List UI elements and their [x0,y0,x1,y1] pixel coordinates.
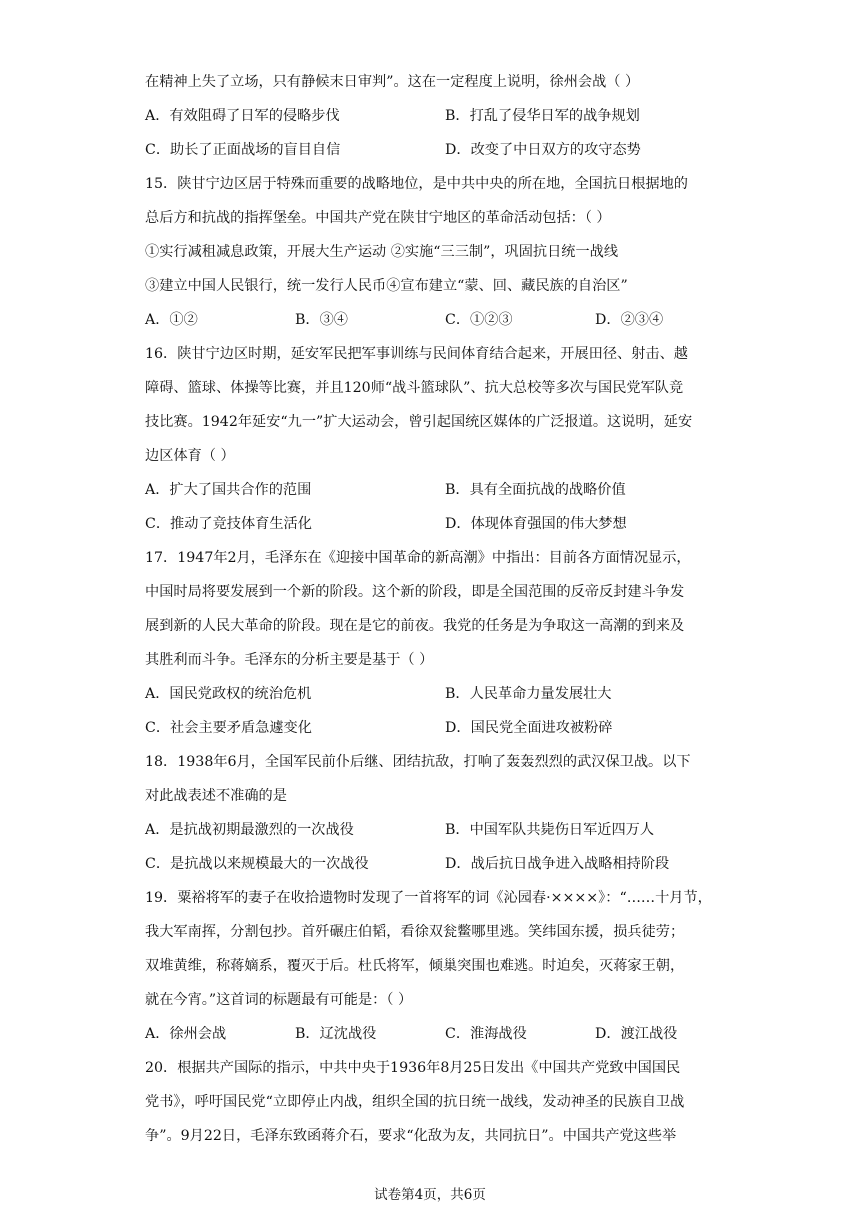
q15-stem-line: 总后方和抗战的指挥堡垒。中国共产党在陕甘宁地区的革命活动包括：（ ） [145,210,611,226]
q18-stem-line: 对此战表述不准确的是 [145,788,287,804]
q18-option-b[interactable]: B．中国军队共毙伤日军近四万人 [445,822,655,838]
q14-option-d[interactable]: D．改变了中日双方的攻守态势 [445,142,641,158]
q19-option-b[interactable]: B．辽沈战役 [295,1026,377,1042]
q16-stem-line: 16．陕甘宁边区时期，延安军民把军事训练与民间体育结合起来，开展田径、射击、越 [145,346,688,362]
q16-stem-line: 障碍、篮球、体操等比赛，并且120师“战斗篮球队”、抗大总校等多次与国民党军队竞 [145,380,684,396]
q16-stem-line: 边区体育（ ） [145,448,235,464]
q15-option-d[interactable]: D．②③④ [595,312,664,328]
q20-stem-line: 20．根据共产国际的指示，中共中央于1936年8月25日发出《中国共产党致中国国民 [145,1060,681,1076]
q19-option-a[interactable]: A．徐州会战 [145,1026,227,1042]
q18-option-d[interactable]: D．战后抗日战争进入战略相持阶段 [445,856,670,872]
q15-option-b[interactable]: B．③④ [295,312,348,328]
q15-stem-line: ③建立中国人民银行，统一发行人民币④宣布建立“蒙、回、藏民族的自治区” [145,278,628,294]
q18-option-c[interactable]: C．是抗战以来规模最大的一次战役 [145,856,369,872]
q18-stem-line: 18．1938年6月，全国军民前仆后继、团结抗敌，打响了轰轰烈烈的武汉保卫战。以下 [145,754,691,770]
q14-option-c[interactable]: C．助长了正面战场的盲目自信 [145,142,341,158]
q15-option-a[interactable]: A．①② [145,312,198,328]
q15-stem-line: 15．陕甘宁边区居于特殊而重要的战略地位，是中共中央的所在地，全国抗日根据地的 [145,176,688,192]
q19-option-d[interactable]: D．渡江战役 [595,1026,678,1042]
q17-option-c[interactable]: C．社会主要矛盾急遽变化 [145,720,312,736]
q17-option-b[interactable]: B．人民革命力量发展壮大 [445,686,612,702]
q16-option-c[interactable]: C．推动了竞技体育生活化 [145,516,312,532]
q17-stem-line: 展到新的人民大革命的阶段。现在是它的前夜。我党的任务是为争取这一高潮的到来及 [145,618,685,634]
q18-option-a[interactable]: A．是抗战初期最激烈的一次战役 [145,822,354,838]
q20-stem-line: 争”。9月22日，毛泽东致函蒋介石，要求“化敌为友，共同抗日”。中国共产党这些举 [145,1128,677,1144]
q14-stem-tail: 在精神上失了立场，只有静候末日审判”。这在一定程度上说明，徐州会战（ ） [145,74,640,90]
q19-stem-line: 我大军南挥，分割包抄。首歼碾庄伯韬，看徐双瓮鳖哪里逃。笑纬国东援，损兵徒劳； [145,924,685,940]
q14-option-a[interactable]: A．有效阻碍了日军的侵略步伐 [145,108,340,124]
q20-stem-line: 党书》，呼吁国民党“立即停止内战，组织全国的抗日统一战线，发动神圣的民族自卫战 [145,1094,685,1110]
q16-option-d[interactable]: D．体现体育强国的伟大梦想 [445,516,627,532]
q19-stem-line: 双堆黄维，称蒋嫡系，覆灭于后。杜氏将军，倾巢突围也难逃。时迫矣，灭蒋家王朝， [145,958,685,974]
q19-stem-line: 就在今宵。”这首词的标题最有可能是：（ ） [145,992,413,1008]
q17-stem-line: 17．1947年2月，毛泽东在《迎接中国革命的新高潮》中指出：目前各方面情况显示， [145,550,691,566]
q17-option-a[interactable]: A．国民党政权的统治危机 [145,686,312,702]
q16-option-b[interactable]: B．具有全面抗战的战略价值 [445,482,626,498]
q16-stem-line: 技比赛。1942年延安“九一”扩大运动会，曾引起国统区媒体的广泛报道。这说明，延安 [145,414,693,430]
q17-stem-line: 其胜利而斗争。毛泽东的分析主要是基于（ ） [145,652,434,668]
q19-stem-line: 19．粟裕将军的妻子在收拾遗物时发现了一首将军的词《沁园春·××××》：“……十月节， [145,890,712,906]
page-footer: 试卷第4页，共6页 [374,1187,486,1203]
q19-option-c[interactable]: C．淮海战役 [445,1026,527,1042]
q14-option-b[interactable]: B．打乱了侵华日军的战争规划 [445,108,640,124]
q17-stem-line: 中国时局将要发展到一个新的阶段。这个新的阶段，即是全国范围的反帝反封建斗争发 [145,584,685,600]
q15-option-c[interactable]: C．①②③ [445,312,513,328]
q15-stem-line: ①实行减租减息政策，开展大生产运动 ②实施“三三制”，巩固抗日统一战线 [145,244,619,260]
q17-option-d[interactable]: D．国民党全面进攻被粉碎 [445,720,613,736]
q16-option-a[interactable]: A．扩大了国共合作的范围 [145,482,312,498]
